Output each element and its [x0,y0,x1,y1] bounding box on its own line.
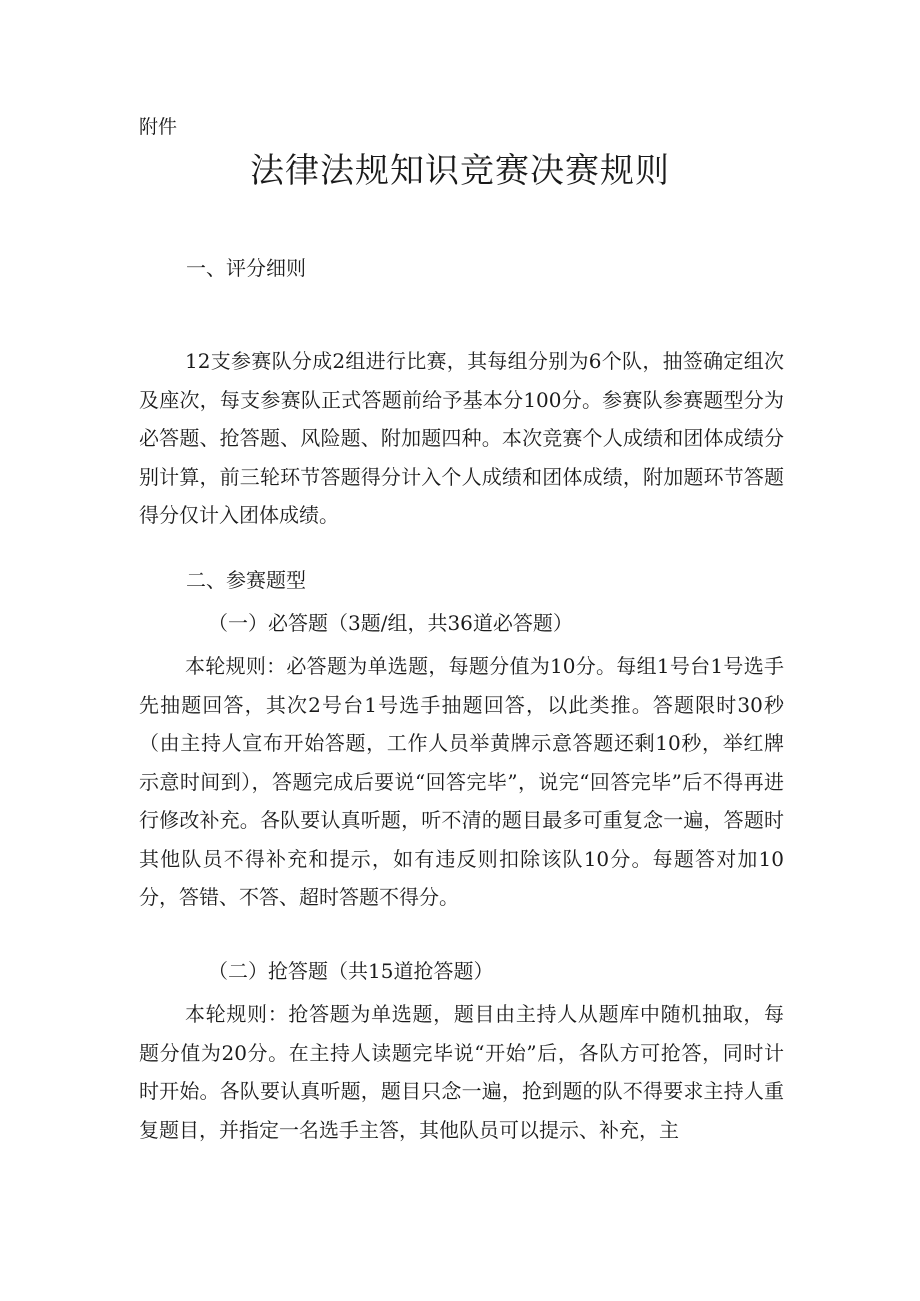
subsection-heading-required: （一）必答题（3题/组，共36道必答题） [208,611,573,635]
subsection-heading-buzzer: （二）抢答题（共15道抢答题） [208,959,494,983]
section-heading-question-types: 二、参赛题型 [186,568,306,592]
document-title: 法律法规知识竞赛决赛规则 [250,151,670,191]
attachment-label: 附件 [139,116,178,138]
paragraph-buzzer-rules: 本轮规则：抢答题为单选题，题目由主持人从题库中随机抽取，每题分值为20分。在主持人读题完毕说“开始”后，各队方可抢答，同时计时开始。各队要认真听题，题目只念一遍，抢到题的队不得要求主持人重复题目，并指定一名选手主答，其他队员可以提示、补充，主 [139,1002,784,1142]
section-heading-scoring: 一、评分细则 [186,256,306,280]
paragraph-scoring: 12支参赛队分成2组进行比赛，其每组分别为6个队，抽签确定组次及座次，每支参赛队正式答题前给予基本分100分。参赛队参赛题型分为必答题、抢答题、风险题、附加题四种。本次竞赛个人成绩和团体成绩分别计算，前三轮环节答题得分计入个人成绩和团体成绩，附加题环节答题得分仅计入团体成绩。 [139,349,784,527]
paragraph-required-rules: 本轮规则：必答题为单选题，每题分值为10分。每组1号台1号选手先抽题回答，其次2号台1号选手抽题回答，以此类推。答题限时30秒（由主持人宣布开始答题，工作人员举黄牌示意答题还剩10秒，举红牌示意时间到），答题完成后要说“回答完毕”，说完“回答完毕”后不得再进行修改补充。各队要认真听题，听不清的题目最多可重复念一遍，答题时其他队员不得补充和提示，如有违反则扣除该队10分。每题答对加10分，答错、不答、超时答题不得分。 [139,654,784,909]
